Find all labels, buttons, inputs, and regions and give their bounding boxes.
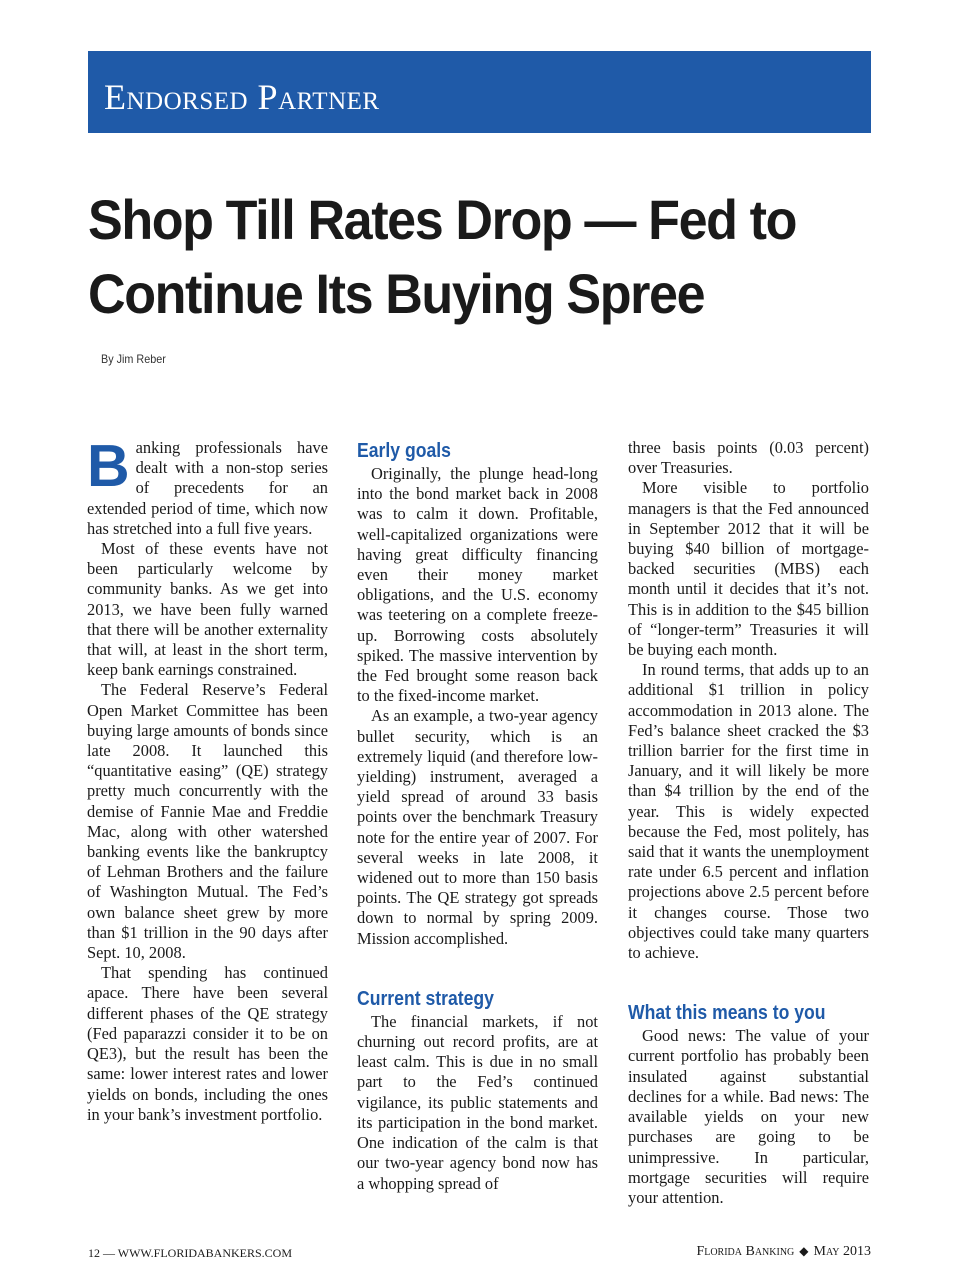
paragraph: Good news: The value of your current portfolio has probably been insulated against substantial declines for a while. Bad news: The available yields on your new purchases are going to be unimpressive. In particular, mortgage securities will require your attention. bbox=[628, 1026, 869, 1207]
byline: By Jim Reber bbox=[101, 352, 166, 366]
paragraph: Most of these events have not been particularly welcome by community banks. As we get into 2013, we have been fully warned that there will be another externality that will, at least in the short term, keep bank earnings constrained. bbox=[87, 539, 328, 680]
paragraph: The Federal Reserve’s Federal Open Market Committee has been buying large amounts of bonds since late 2008. It launched this “quantitative easing” (QE) strategy pretty much concurrently with the demise of Fannie Mae and Freddie Mac, along with other watershed banking events like the bankruptcy of Lehman Brothers and the failure of Washington Mutual. The Fed’s own balance sheet grew by more than $1 trillion in the 90 days after Sept. 10, 2008. bbox=[87, 680, 328, 963]
paragraph-text: anking professionals have dealt with a non-stop series of precedents for an extended period of time, which now has stretched into a full five years. bbox=[87, 438, 328, 538]
diamond-icon: ◆ bbox=[799, 1244, 809, 1258]
article-column-2 bbox=[357, 438, 598, 1194]
page-footer-left: 12 — WWW.FLORIDABANKERS.COM bbox=[88, 1246, 293, 1260]
section-spacer bbox=[357, 949, 598, 986]
page-footer-right bbox=[696, 1244, 871, 1260]
section-banner bbox=[88, 51, 871, 133]
article-column-3 bbox=[628, 438, 869, 1208]
paragraph: The financial markets, if not churning out record profits, are at least calm. This is due in no small part to the Fed’s continued vigilance, its public statements and its participation in the bond market. One indication of the calm is that our two-year agency bond now has a whopping spread of bbox=[357, 1011, 598, 1193]
paragraph: Originally, the plunge head-long into the bond market back in 2008 was to calm it down. Profitable, well-capitalized organizations were having great difficulty financing even their money market obligations, and the U.S. economy was teetering on a complete freeze-up. Borrowing costs absolutely spiked. The massive intervention by the Fed brought some reason back to the fixed-income market. bbox=[357, 464, 598, 706]
issue-date: May 2013 bbox=[813, 1244, 871, 1259]
subheading-early-goals: Early goals bbox=[357, 440, 451, 462]
paragraph: As an example, a two-year agency bullet security, which is an extremely liquid (and therefore low-yielding) instrument, averaged a yield spread of around 33 basis points over the benchmark Treasury note for the entire year of 2007. For several weeks in late 2008, it widened out to more than 150 basis points. The QE strategy got spreads down to normal by spring 2009. Mission accomplished. bbox=[357, 706, 598, 948]
subheading-what-this-means: What this means to you bbox=[628, 1002, 826, 1025]
subheading-current-strategy: Current strategy bbox=[357, 987, 494, 1010]
section-label: Endorsed Partner bbox=[104, 77, 380, 117]
publication-name: Florida Banking bbox=[696, 1244, 795, 1259]
section-spacer bbox=[628, 963, 869, 1000]
paragraph: That spending has continued apace. There have been several different phases of the QE strategy (Fed paparazzi consider it to be on QE3), but the result has been the same: lower interest rates and lower yields on bonds, including the ones in your bank’s investment portfolio. bbox=[87, 963, 328, 1124]
paragraph: three basis points (0.03 percent) over Treasuries. bbox=[628, 438, 869, 478]
article-column-1 bbox=[87, 433, 328, 1125]
paragraph bbox=[87, 433, 328, 539]
drop-cap: B bbox=[87, 433, 130, 499]
paragraph: In round terms, that adds up to an additional $1 trillion in policy accommodation in 2013 alone. The Fed’s balance sheet cracked the $3 trillion barrier for the first time in January, and it will likely be more than $4 trillion by the end of the year. This is widely expected because the Fed, most politely, has said that it wants the unemployment rate under 6.5 percent and inflation projections above 2.5 percent before it changes course. Those two objectives could take many quarters to achieve. bbox=[628, 660, 869, 963]
paragraph: More visible to portfolio managers is that the Fed announced in September 2012 that it will be buying $40 billion of mortgage-backed securities (MBS) each month until it decides that it’s not. This is in addition to the $45 billion of “longer-term” Treasuries it will be buying each month. bbox=[628, 478, 869, 660]
article-headline: Shop Till Rates Drop — Fed to Continue Its Buying Spree bbox=[88, 188, 796, 325]
